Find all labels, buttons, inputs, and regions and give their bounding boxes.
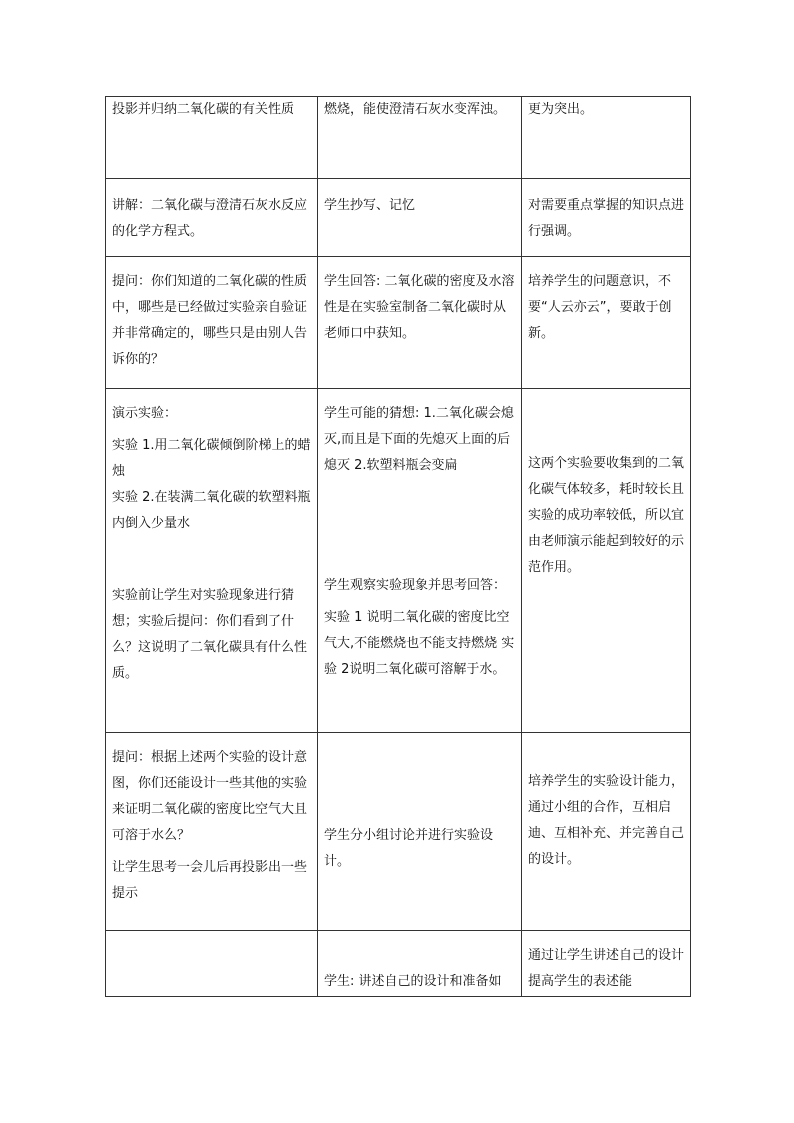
student-activity-cell bbox=[318, 389, 522, 733]
cell-text: 学生回答: 二氧化碳的密度及水溶性是在实验室制备二氧化碳时从老师口中获知。 bbox=[324, 274, 515, 341]
table-row bbox=[106, 179, 691, 257]
cell-text: 学生抄写、记忆 bbox=[324, 198, 416, 213]
cell-text: 提问：根据上述两个实验的设计意图，你们还能设计一些其他的实验来证明二氧化碳的密度比空气大且可溶于水么？ bbox=[112, 750, 308, 843]
cell-text: 投影并归纳二氧化碳的有关性质 bbox=[112, 102, 295, 117]
student-activity-cell bbox=[318, 97, 522, 179]
teacher-activity-cell bbox=[106, 931, 318, 997]
cell-text: 学生观察实验现象并思考回答： bbox=[324, 578, 507, 593]
design-intent-cell bbox=[522, 179, 691, 257]
teacher-activity-cell bbox=[106, 179, 318, 257]
cell-text: 更为突出。 bbox=[528, 102, 594, 117]
design-intent-cell bbox=[522, 931, 691, 997]
cell-text: 这两个实验要收集到的二氧化碳气体较多，耗时较长且实验的成功率较低，所以宜由老师演示能起到较好的示范作用。 bbox=[528, 456, 685, 575]
teacher-activity-cell bbox=[106, 257, 318, 389]
teacher-activity-cell bbox=[106, 733, 318, 931]
cell-text: 实验 1 说明二氧化碳的密度比空气大,不能燃烧也不能支持燃烧 实验 2说明二氧化碳可溶解于水。 bbox=[324, 610, 515, 677]
cell-text: 讲解：二氧化碳与澄清石灰水反应的化学方程式。 bbox=[112, 198, 308, 239]
cell-text: 学生: 讲述自己的设计和准备如 bbox=[324, 974, 502, 989]
cell-text: 学生可能的猜想: 1.二氧化碳会熄灭,而且是下面的先熄灭上面的后熄灭 2.软塑料瓶会变扁 bbox=[324, 406, 514, 473]
design-intent-cell bbox=[522, 733, 691, 931]
cell-text: 对需要重点掌握的知识点进行强调。 bbox=[528, 198, 685, 239]
lesson-plan-table bbox=[105, 96, 691, 997]
student-activity-cell bbox=[318, 733, 522, 931]
cell-text: 学生分小组讨论并进行实验设计。 bbox=[324, 828, 494, 869]
table-row bbox=[106, 97, 691, 179]
table-row bbox=[106, 257, 691, 389]
design-intent-cell bbox=[522, 257, 691, 389]
cell-text: 培养学生的实验设计能力，通过小组的合作，互相启迪、互相补充、并完善自己的设计。 bbox=[528, 774, 685, 867]
cell-text: 让学生思考一会儿后再投影出一些提示 bbox=[112, 860, 308, 901]
cell-text: 燃烧，能使澄清石灰水变浑浊。 bbox=[324, 102, 507, 117]
teacher-activity-cell bbox=[106, 389, 318, 733]
student-activity-cell bbox=[318, 257, 522, 389]
cell-text: 演示实验： bbox=[112, 406, 178, 421]
table-row bbox=[106, 733, 691, 931]
cell-text: 培养学生的问题意识，不要“人云亦云”，要敢于创新。 bbox=[528, 274, 672, 341]
cell-text: 实验 1.用二氧化碳倾倒阶梯上的蜡烛 bbox=[112, 438, 311, 479]
teacher-activity-cell bbox=[106, 97, 318, 179]
student-activity-cell bbox=[318, 179, 522, 257]
table-row bbox=[106, 389, 691, 733]
cell-text: 实验前让学生对实验现象进行猜想；实验后提问：你们看到了什么？这说明了二氧化碳具有什么性质。 bbox=[112, 588, 308, 681]
design-intent-cell bbox=[522, 97, 691, 179]
student-activity-cell bbox=[318, 931, 522, 997]
cell-text: 通过让学生讲述自己的设计提高学生的表述能 bbox=[528, 948, 685, 989]
cell-text: 实验 2.在装满二氧化碳的软塑料瓶内倒入少量水 bbox=[112, 490, 311, 531]
table-row bbox=[106, 931, 691, 997]
cell-text: 提问：你们知道的二氧化碳的性质中，哪些是已经做过实验亲自验证并非常确定的，哪些只是由别人告诉你的？ bbox=[112, 274, 308, 367]
design-intent-cell bbox=[522, 389, 691, 733]
